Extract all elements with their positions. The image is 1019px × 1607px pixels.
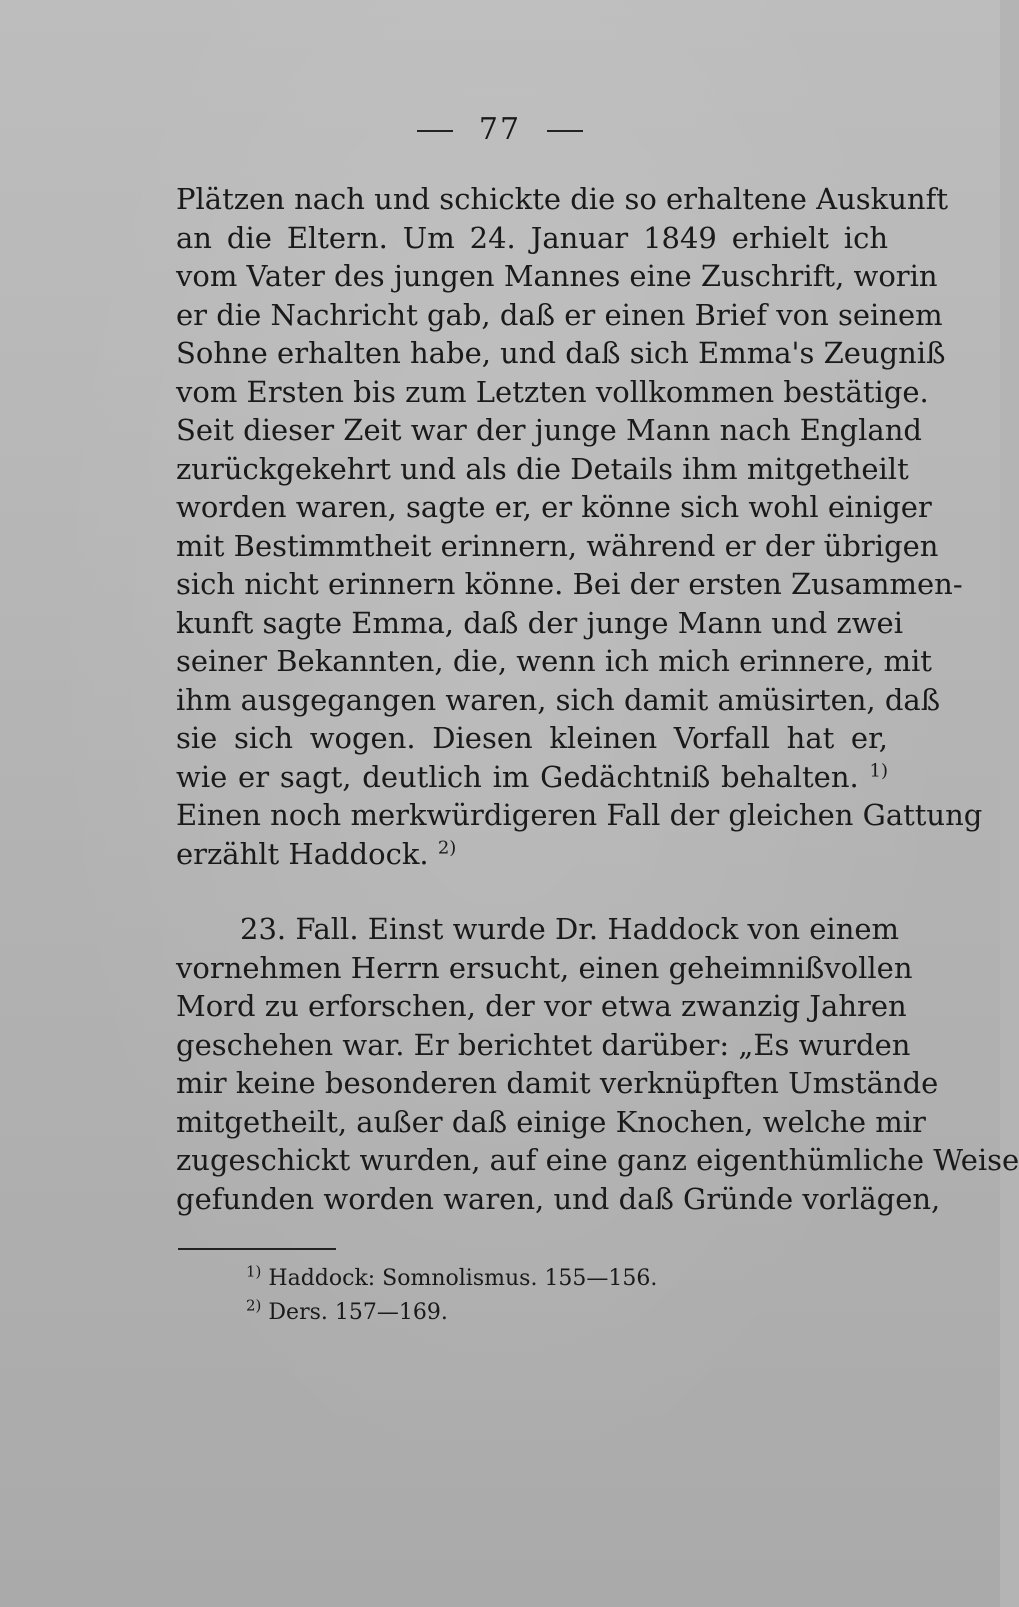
footnote-2 [246, 1296, 657, 1330]
text-line: worden waren, sagte er, er könne sich wohl einiger [176, 490, 932, 524]
text-line: vornehmen Herrn ersucht, einen geheimnißvollen [176, 950, 913, 985]
footnote-text: Ders. 157—169. [268, 1300, 448, 1325]
footnote-1 [246, 1262, 657, 1296]
footnote-ref-1: 1) [869, 759, 888, 781]
footnote-divider [178, 1248, 336, 1250]
text-line: kunft sagte Emma, daß der junge Mann und zwei [176, 605, 903, 640]
text-line: mitgetheilt, außer daß einige Knochen, welche mir [176, 1104, 926, 1139]
footnote-mark: 2) [246, 1296, 262, 1315]
text-line-with-ref [176, 835, 888, 874]
text-line: vom Vater des jungen Mannes eine Zuschrift, worin [176, 259, 938, 293]
text-line: vom Ersten bis zum Letzten vollkommen bestätige. [176, 374, 929, 409]
text-line: geschehen war. Er berichtet darüber: „Es wurden [176, 1027, 911, 1062]
text-line: Einen noch merkwürdigeren Fall der gleichen Gattung [176, 798, 983, 832]
left-dash [417, 130, 453, 132]
text-line: Mord zu erforschen, der vor etwa zwanzig Jahren [176, 989, 907, 1023]
footnote-ref-2: 2) [437, 836, 457, 858]
text-line: Sohne erhalten habe, und daß sich Emma's Zeugniß [176, 336, 946, 370]
text-line: ihm ausgegangen waren, sich damit amüsirten, daß [176, 682, 941, 717]
text-line: 23. Fall. Einst wurde Dr. Haddock von einem [240, 912, 900, 946]
page-number: 77 [478, 112, 522, 147]
text-line: er die Nachricht gab, daß er einen Brief von seinem [176, 297, 943, 332]
text-line: sie sich wogen. Diesen kleinen Vorfall hat er, [176, 721, 888, 755]
text-line: sich nicht erinnern könne. Bei der ersten Zusammen- [176, 567, 963, 601]
text-line: gefunden worden waren, und daß Gründe vorlägen, [176, 1181, 941, 1216]
right-dash [547, 130, 583, 132]
paragraph-2 [176, 910, 1019, 1218]
text-line: erzählt Haddock. [176, 836, 429, 871]
text-line: Seit dieser Zeit war der junge Mann nach England [176, 413, 922, 447]
text-line: zugeschickt wurden, auf eine ganz eigenthümliche Weise [176, 1143, 1019, 1177]
footnote-text: Haddock: Somnolismus. 155—156. [268, 1266, 658, 1291]
text-line: mir keine besonderen damit verknüpften Umstände [176, 1066, 939, 1100]
text-line: an die Eltern. Um 24. Januar 1849 erhielt ich [176, 220, 888, 255]
text-line-with-ref [176, 758, 888, 797]
text-line: zurückgekehrt und als die Details ihm mitgetheilt [176, 451, 909, 486]
text-line: wie er sagt, deutlich im Gedächtniß behalten. [176, 759, 859, 794]
text-line: Plätzen nach und schickte die so erhaltene Auskunft [176, 182, 948, 216]
page-number-header [0, 112, 1000, 147]
paragraph-1 [176, 180, 983, 873]
text-line: mit Bestimmtheit erinnern, während er der übrigen [176, 528, 939, 563]
footnote-mark: 1) [246, 1262, 262, 1281]
text-line: seiner Bekannten, die, wenn ich mich erinnere, mit [176, 644, 932, 678]
footnotes [246, 1262, 657, 1330]
